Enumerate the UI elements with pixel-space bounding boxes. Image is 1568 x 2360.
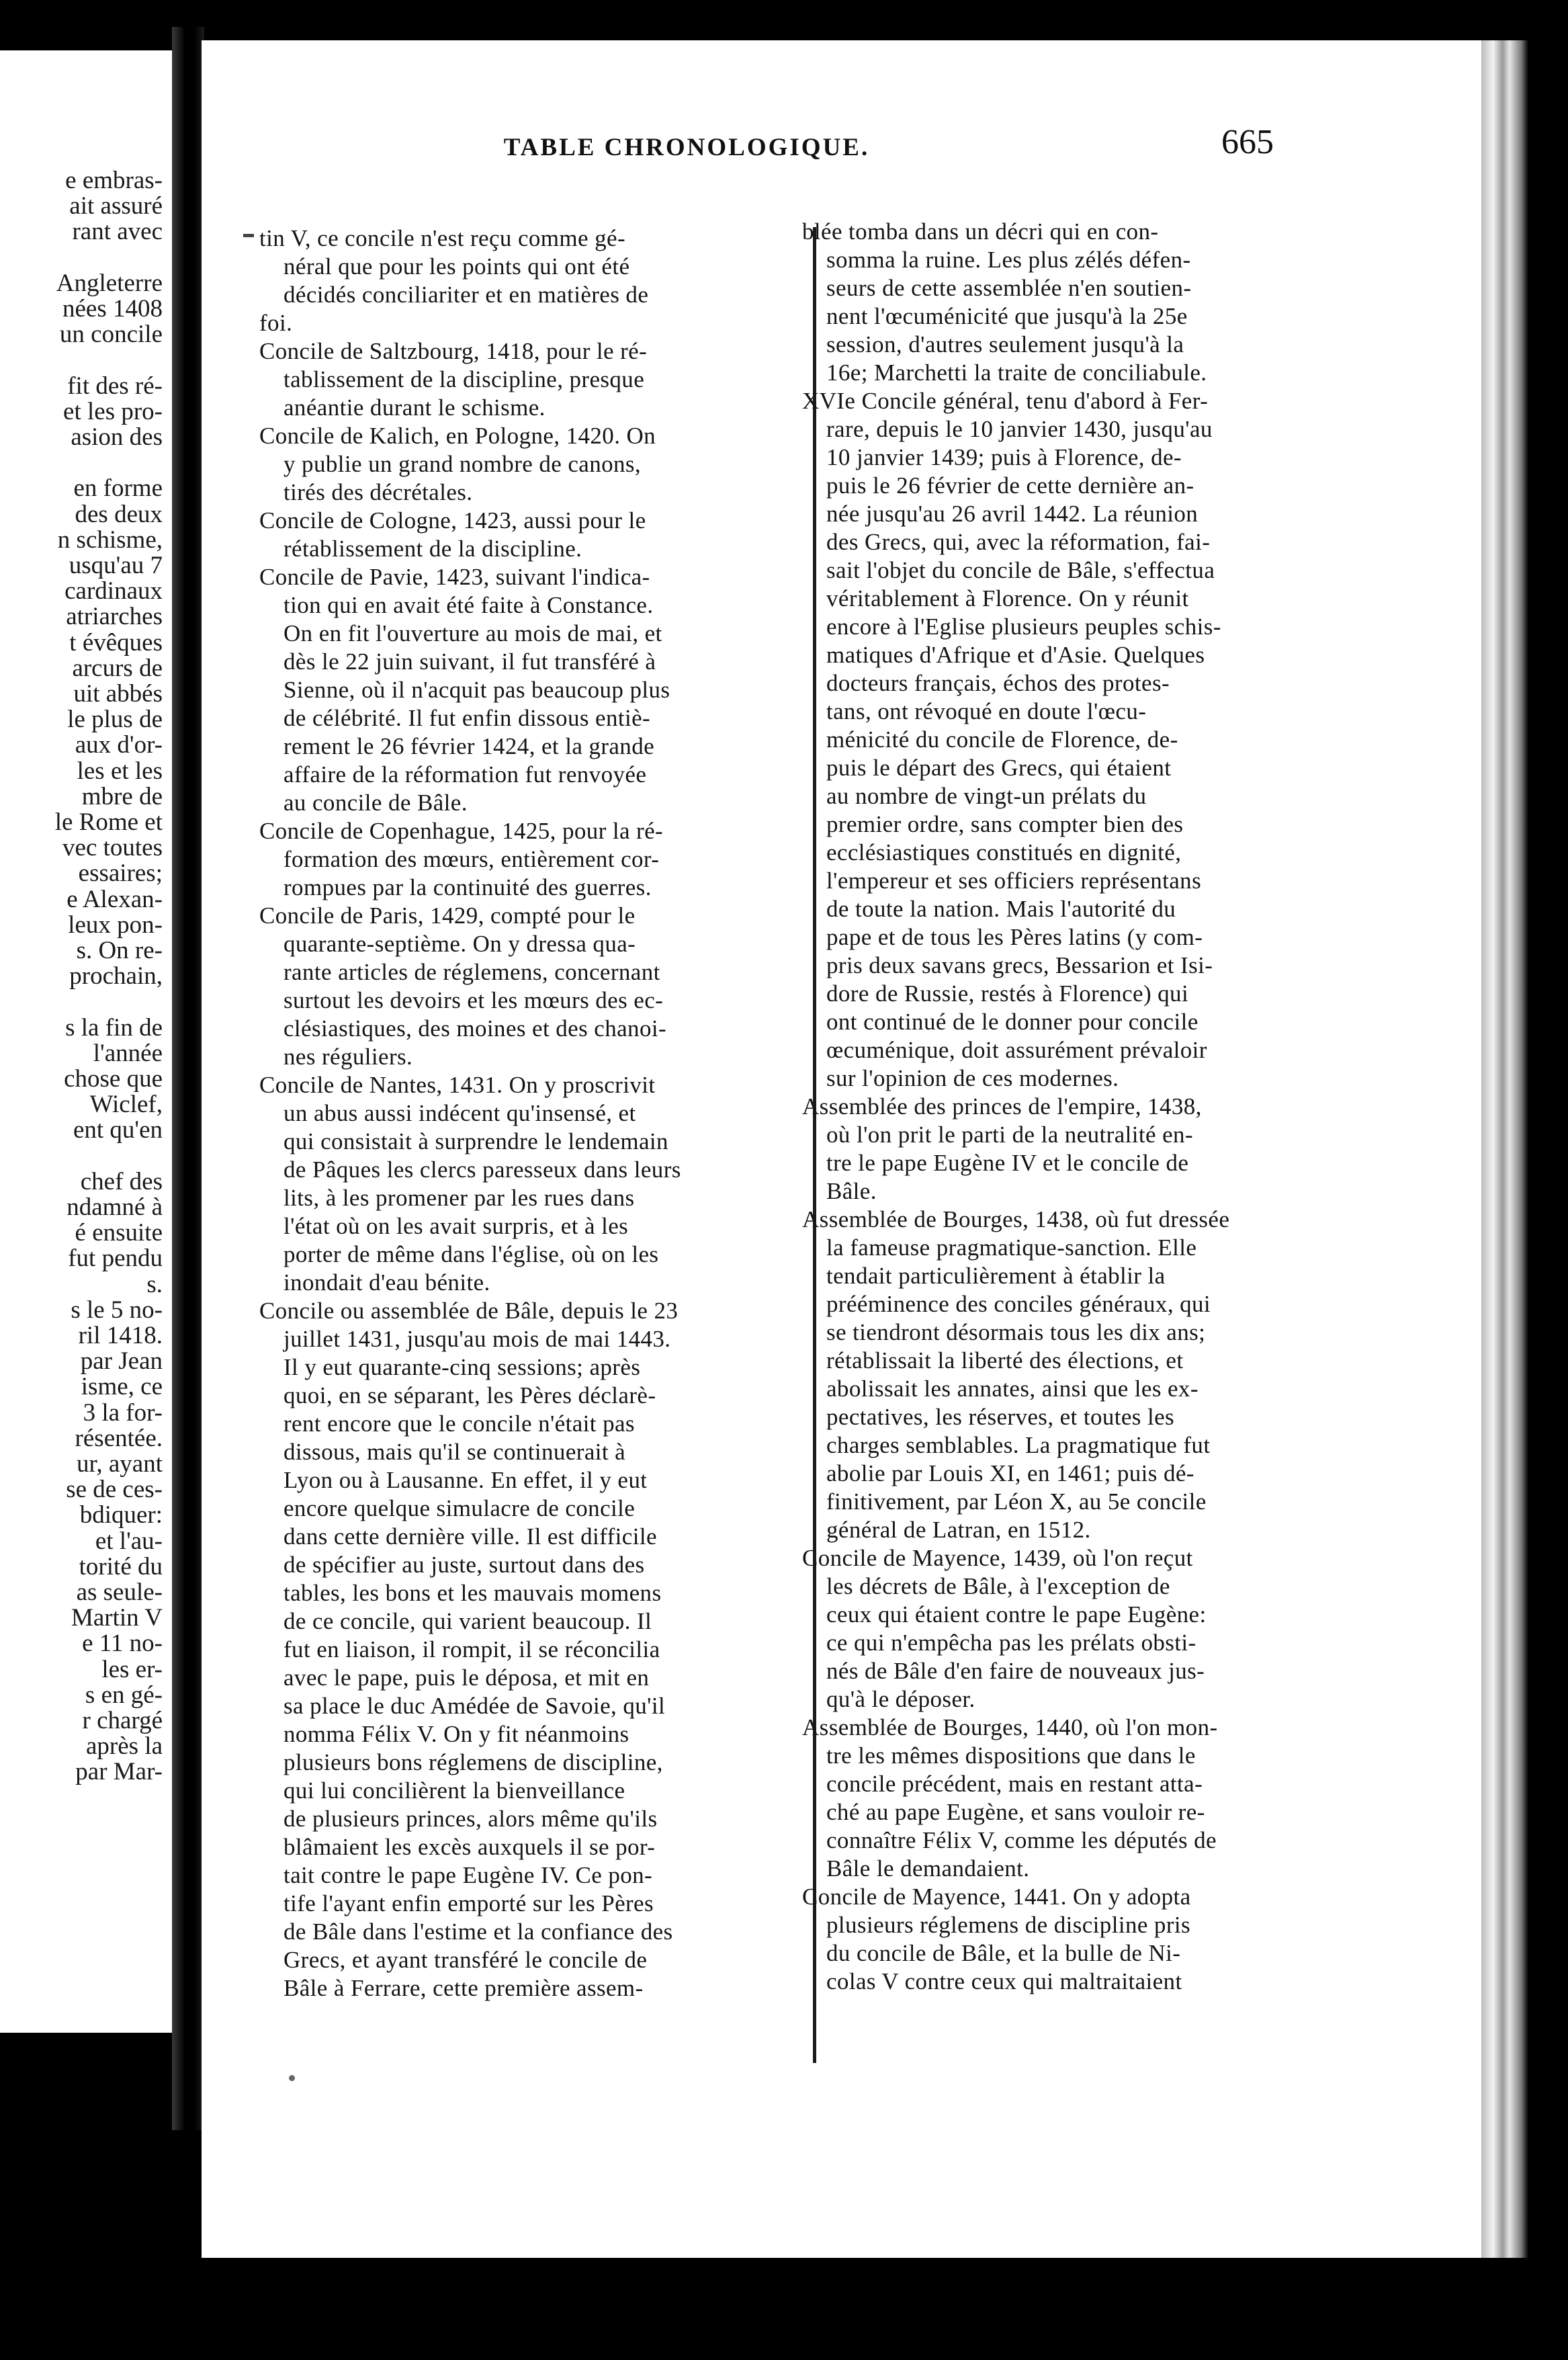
text-line: quoi, en se séparant, les Pères déclarè- xyxy=(284,1382,656,1408)
text-line: abolie par Louis XI, en 1461; puis dé- xyxy=(826,1460,1194,1486)
left-page-line: s en gé- xyxy=(85,1681,163,1709)
left-page-line: uit abbés xyxy=(73,680,163,708)
left-page-line: des deux xyxy=(75,500,163,528)
entry-first-line: Concile de Pavie, 1423, suivant l'indica- xyxy=(259,564,650,590)
left-page-line: torité du xyxy=(79,1552,163,1581)
left-page-line: cardinaux xyxy=(64,577,163,605)
text-line: de Bâle dans l'estime et la confiance des xyxy=(284,1919,673,1945)
left-page-line: usqu'au 7 xyxy=(69,552,163,579)
left-page-line: les er- xyxy=(101,1655,163,1683)
entry-first-line: Concile ou assemblée de Bâle, depuis le 23 xyxy=(259,1298,679,1324)
text-line: puis le 26 février de cette dernière an- xyxy=(826,472,1194,499)
text-line: tre le pape Eugène IV et le concile de xyxy=(826,1150,1189,1176)
text-line: se tiendront désormais tous les dix ans; xyxy=(826,1319,1206,1345)
text-line: abolissait les annates, ainsi que les ex- xyxy=(826,1376,1199,1402)
left-page-line: fit des ré- xyxy=(67,372,163,400)
text-line: nomma Félix V. On y fit néanmoins xyxy=(284,1721,629,1747)
text-line: docteurs français, échos des protes- xyxy=(826,670,1170,696)
text-line: tirés des décrétales. xyxy=(284,479,473,505)
entry-first-line: foi. xyxy=(259,310,293,336)
entry-first-line: Concile de Copenhague, 1425, pour la ré- xyxy=(259,818,664,844)
entry-first-line: Assemblée de Bourges, 1440, où l'on mon- xyxy=(802,1714,1218,1740)
text-line: ecclésiastiques constitués en dignité, xyxy=(826,839,1182,866)
left-page-line: atriarches xyxy=(66,603,163,631)
left-page-line: e 11 no- xyxy=(82,1630,163,1658)
left-page-line: après la xyxy=(85,1732,163,1761)
text-line: ont continué de le donner pour concile xyxy=(826,1009,1199,1035)
text-line: encore à l'Eglise plusieurs peuples schis- xyxy=(826,614,1221,640)
text-line: y publie un grand nombre de canons, xyxy=(284,451,642,477)
text-line: sur l'opinion de ces modernes. xyxy=(826,1065,1119,1091)
left-page-line: bdiquer: xyxy=(79,1501,163,1529)
left-page-line: ent qu'en xyxy=(73,1116,163,1144)
text-line: véritablement à Florence. On y réunit xyxy=(826,585,1189,612)
text-line: tion qui en avait été faite à Constance. xyxy=(284,592,654,618)
text-line: tendait particulièrement à établir la xyxy=(826,1263,1166,1289)
left-page-line: ur, ayant xyxy=(77,1450,163,1478)
text-line: tre les mêmes dispositions que dans le xyxy=(826,1742,1196,1769)
text-line: 10 janvier 1439; puis à Florence, de- xyxy=(826,444,1182,470)
left-page-line: e embras- xyxy=(65,167,163,194)
left-facing-page xyxy=(0,50,172,2033)
left-page-line: arcurs de xyxy=(72,654,163,682)
left-page-line: s. xyxy=(146,1270,163,1298)
entry-first-line: blée tomba dans un décri qui en con- xyxy=(802,218,1159,245)
text-line: fut en liaison, il rompit, il se réconcilia xyxy=(284,1636,660,1662)
left-page-line: r chargé xyxy=(82,1707,163,1734)
entry-first-line: XVIe Concile général, tenu d'abord à Fer- xyxy=(802,388,1209,414)
left-page-line: nées 1408 xyxy=(62,295,163,323)
entry-first-line: Assemblée de Bourges, 1438, où fut dressée xyxy=(802,1206,1230,1232)
entry-first-line: Concile de Paris, 1429, compté pour le xyxy=(259,902,636,929)
text-line: de célébrité. Il fut enfin dissous entiè- xyxy=(284,705,651,731)
text-line: néral que pour les points qui ont été xyxy=(284,253,630,280)
text-line: du concile de Bâle, et la bulle de Ni- xyxy=(826,1940,1181,1966)
text-line: matiques d'Afrique et d'Asie. Quelques xyxy=(826,642,1205,668)
left-page-line: leux pon- xyxy=(68,911,163,939)
left-page-line: chef des xyxy=(80,1167,163,1195)
text-line: seurs de cette assemblée n'en soutien- xyxy=(826,275,1192,301)
text-line: de toute la nation. Mais l'autorité du xyxy=(826,896,1176,922)
entry-first-line: Concile de Mayence, 1439, où l'on reçut xyxy=(802,1545,1193,1571)
text-line: Lyon ou à Lausanne. En effet, il y eut xyxy=(284,1467,648,1493)
left-page-line: vec toutes xyxy=(62,834,163,862)
entry-first-line: tin V, ce concile n'est reçu comme gé- xyxy=(259,225,626,251)
text-line: lits, à les promener par les rues dans xyxy=(284,1185,635,1211)
text-line: dès le 22 juin suivant, il fut transféré à xyxy=(284,648,656,675)
text-line: finitivement, par Léon X, au 5e concile xyxy=(826,1488,1207,1515)
left-page-line: é ensuite xyxy=(75,1219,163,1247)
text-line: de Pâques les clercs paresseux dans leurs xyxy=(284,1156,681,1183)
text-line: nés de Bâle d'en faire de nouveaux jus- xyxy=(826,1658,1205,1684)
text-line: charges semblables. La pragmatique fut xyxy=(826,1432,1211,1458)
text-line: rement le 26 février 1424, et la grande xyxy=(284,733,655,759)
text-line: ché au pape Eugène, et sans vouloir re- xyxy=(826,1799,1205,1825)
left-page-line: rant avec xyxy=(72,218,163,246)
left-page-line: fut pendu xyxy=(68,1245,163,1273)
text-line: session, d'autres seulement jusqu'à la xyxy=(826,331,1184,357)
left-page-line: Angleterre xyxy=(56,269,163,297)
left-page-line: le plus de xyxy=(67,706,163,734)
text-line: nes réguliers. xyxy=(284,1044,413,1070)
text-line: Bâle le demandaient. xyxy=(826,1855,1030,1882)
left-page-line: s le 5 no- xyxy=(71,1296,163,1324)
text-line: l'empereur et ses officiers représentans xyxy=(826,868,1202,894)
text-line: dore de Russie, restés à Florence) qui xyxy=(826,980,1189,1007)
left-page-line: Wiclef, xyxy=(89,1091,163,1119)
left-page-line: asion des xyxy=(71,423,163,451)
text-line: les décrets de Bâle, à l'exception de xyxy=(826,1573,1170,1599)
left-page-line: n schisme, xyxy=(57,525,163,554)
text-line: au concile de Bâle. xyxy=(284,790,468,816)
entry-first-line: Concile de Mayence, 1441. On y adopta xyxy=(802,1884,1191,1910)
text-line: des Grecs, qui, avec la réformation, fai- xyxy=(826,529,1211,555)
text-line: œcuménique, doit assurément prévaloir xyxy=(826,1037,1207,1063)
text-line: qui lui concilièrent la bienveillance xyxy=(284,1777,625,1804)
left-page-line: 3 la for- xyxy=(83,1398,163,1427)
text-line: somma la ruine. Les plus zélés défen- xyxy=(826,247,1191,273)
left-page-line: mbre de xyxy=(81,782,163,810)
left-page-line: essaires; xyxy=(78,859,163,888)
text-line: Sienne, où il n'acquit pas beaucoup plus xyxy=(284,677,670,703)
text-line: rare, depuis le 10 janvier 1430, jusqu'au xyxy=(826,416,1213,442)
book-gutter xyxy=(172,27,204,2130)
text-line: l'état où on les avait surpris, et à les xyxy=(284,1213,629,1239)
left-column xyxy=(259,224,790,2003)
left-page-line: s la fin de xyxy=(65,1013,163,1042)
left-page-line: par Mar- xyxy=(75,1758,163,1786)
text-line: tife l'ayant enfin emporté sur les Pères xyxy=(284,1890,654,1916)
left-page-line: et l'au- xyxy=(95,1527,163,1555)
text-line: Bâle. xyxy=(826,1178,877,1204)
text-line: porter de même dans l'église, où on les xyxy=(284,1241,659,1267)
text-line: au nombre de vingt-un prélats du xyxy=(826,783,1147,809)
text-line: pectatives, les réserves, et toutes les xyxy=(826,1404,1175,1430)
text-line: dans cette dernière ville. Il est difficile xyxy=(284,1523,657,1550)
text-line: un abus aussi indécent qu'insensé, et xyxy=(284,1100,636,1126)
text-line: sa place le duc Amédée de Savoie, qu'il xyxy=(284,1693,666,1719)
left-page-line: aux d'or- xyxy=(75,731,163,759)
text-line: général de Latran, en 1512. xyxy=(826,1517,1091,1543)
left-page-line: s. On re- xyxy=(76,937,163,964)
entry-first-line: Concile de Nantes, 1431. On y proscrivit xyxy=(259,1072,656,1098)
left-page-line: as seule- xyxy=(76,1578,163,1606)
text-line: avec le pape, puis le déposa, et mit en xyxy=(284,1664,650,1691)
left-page-line: en forme xyxy=(73,474,163,503)
text-line: tans, ont révoqué en doute l'œcu- xyxy=(826,698,1147,724)
text-line: juillet 1431, jusqu'au mois de mai 1443. xyxy=(284,1326,671,1352)
text-line: qu'à le déposer. xyxy=(826,1686,975,1712)
text-line: formation des mœurs, entièrement cor- xyxy=(284,846,660,872)
text-line: où l'on prit le parti de la neutralité en- xyxy=(826,1122,1193,1148)
text-line: rent encore que le concile n'était pas xyxy=(284,1410,635,1437)
text-line: blâmaient les excès auxquels il se por- xyxy=(284,1834,656,1860)
right-column xyxy=(802,218,1340,1996)
text-line: plusieurs réglemens de discipline pris xyxy=(826,1912,1191,1938)
text-line: de ce concile, qui varient beaucoup. Il xyxy=(284,1608,652,1634)
page-edge xyxy=(1481,40,1528,2258)
text-line: surtout les devoirs et les mœurs des ec- xyxy=(284,987,664,1013)
text-line: rante articles de réglemens, concernant xyxy=(284,959,660,985)
left-page-line: résentée. xyxy=(75,1424,163,1452)
text-line: qui consistait à surprendre le lendemain xyxy=(284,1128,668,1154)
text-line: affaire de la réformation fut renvoyée xyxy=(284,761,647,788)
text-line: Bâle à Ferrare, cette première assem- xyxy=(284,1975,644,2001)
text-line: clésiastiques, des moines et des chanoi- xyxy=(284,1015,667,1042)
text-line: prééminence des conciles généraux, qui xyxy=(826,1291,1211,1317)
left-page-line: ril 1418. xyxy=(78,1322,163,1349)
left-page-line: l'année xyxy=(93,1039,163,1067)
text-line: ce qui n'empêcha pas les prélats obsti- xyxy=(826,1630,1196,1656)
text-line: 16e; Marchetti la traite de conciliabule. xyxy=(826,360,1207,386)
text-line: née jusqu'au 26 avril 1442. La réunion xyxy=(826,501,1199,527)
left-page-line: e Alexan- xyxy=(67,885,163,913)
text-line: connaître Félix V, comme les députés de xyxy=(826,1827,1217,1853)
text-line: concile précédent, mais en restant atta- xyxy=(826,1771,1203,1797)
text-line: anéantie durant le schisme. xyxy=(284,394,546,421)
text-line: tait contre le pape Eugène IV. Ce pon- xyxy=(284,1862,653,1888)
text-line: décidés conciliariter et en matières de xyxy=(284,282,649,308)
left-page-line: par Jean xyxy=(80,1347,163,1376)
entry-first-line: Concile de Cologne, 1423, aussi pour le xyxy=(259,507,646,534)
header-mark xyxy=(243,234,254,237)
left-page-line: ndamné à xyxy=(67,1193,163,1221)
left-page-line: prochain, xyxy=(69,962,163,991)
text-line: de plusieurs princes, alors même qu'ils xyxy=(284,1806,658,1832)
text-line: puis le départ des Grecs, qui étaient xyxy=(826,755,1172,781)
text-line: inondait d'eau bénite. xyxy=(284,1269,490,1296)
text-line: quarante-septième. On y dressa qua- xyxy=(284,931,636,957)
page-number: 665 xyxy=(1221,123,1274,161)
left-page-line: Martin V xyxy=(71,1604,163,1632)
text-line: de spécifier au juste, surtout dans des xyxy=(284,1552,645,1578)
left-page-line: les et les xyxy=(77,757,163,785)
text-line: encore quelque simulacre de concile xyxy=(284,1495,636,1521)
text-line: premier ordre, sans compter bien des xyxy=(826,811,1184,837)
text-line: Il y eut quarante-cinq sessions; après xyxy=(284,1354,641,1380)
text-line: colas V contre ceux qui maltraitaient xyxy=(826,1968,1182,1994)
text-line: pris deux savans grecs, Bessarion et Isi- xyxy=(826,952,1213,978)
text-line: tablissement de la discipline, presque xyxy=(284,366,645,392)
left-page-line: chose que xyxy=(64,1065,163,1093)
text-line: sait l'objet du concile de Bâle, s'effectua xyxy=(826,557,1215,583)
ink-speck xyxy=(289,2075,295,2081)
left-page-line: ait assuré xyxy=(69,192,163,220)
text-line: rompues par la continuité des guerres. xyxy=(284,874,652,900)
text-line: la fameuse pragmatique-sanction. Elle xyxy=(826,1234,1197,1261)
text-line: plusieurs bons réglemens de discipline, xyxy=(284,1749,663,1775)
left-page-line: le Rome et xyxy=(54,808,163,836)
text-line: Grecs, et ayant transféré le concile de xyxy=(284,1947,648,1973)
running-head: TABLE CHRONOLOGIQUE. xyxy=(503,134,870,161)
left-page-line: et les pro- xyxy=(63,397,163,425)
text-line: tables, les bons et les mauvais momens xyxy=(284,1580,662,1606)
entry-first-line: Assemblée des princes de l'empire, 1438, xyxy=(802,1093,1202,1120)
left-page-line: un concile xyxy=(59,321,163,349)
entry-first-line: Concile de Saltzbourg, 1418, pour le ré- xyxy=(259,338,648,364)
text-line: On en fit l'ouverture au mois de mai, et xyxy=(284,620,662,646)
entry-first-line: Concile de Kalich, en Pologne, 1420. On xyxy=(259,423,656,449)
text-line: nent l'œcuménicité que jusqu'à la 25e xyxy=(826,303,1188,329)
left-page-line: isme, ce xyxy=(81,1373,163,1401)
text-line: rétablissement de la discipline. xyxy=(284,536,582,562)
left-page-line: t évêques xyxy=(69,628,163,657)
text-line: ceux qui étaient contre le pape Eugène: xyxy=(826,1601,1207,1628)
text-line: ménicité du concile de Florence, de- xyxy=(826,726,1178,753)
left-page-line: se de ces- xyxy=(66,1476,163,1504)
text-line: dissous, mais qu'il se continuerait à xyxy=(284,1439,626,1465)
text-line: rétablissait la liberté des élections, et xyxy=(826,1347,1184,1374)
text-line: pape et de tous les Pères latins (y com- xyxy=(826,924,1203,950)
